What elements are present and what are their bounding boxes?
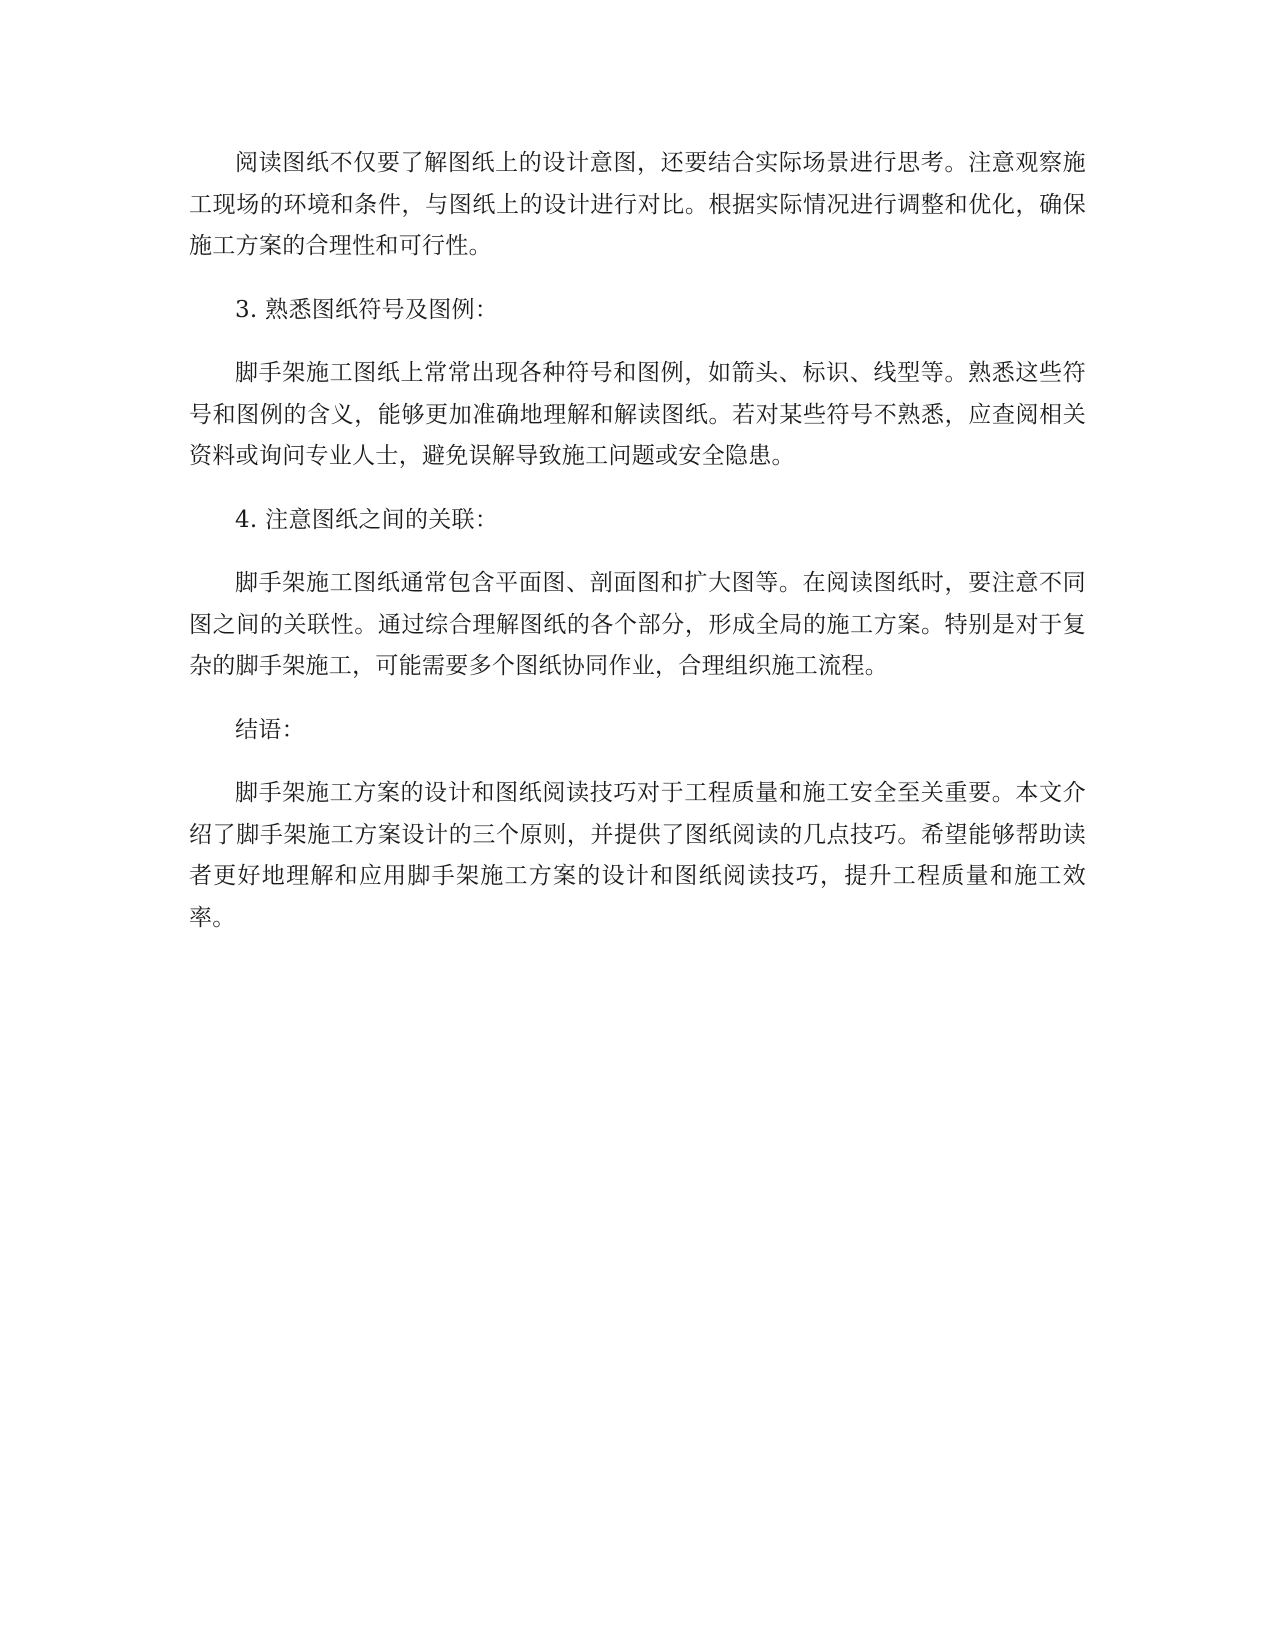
heading-symbols-legend: 3. 熟悉图纸符号及图例： [235, 296, 499, 323]
paragraph-drawing-reading-context: 阅读图纸不仅要了解图纸上的设计意图，还要结合实际场景进行思考。注意观察施工现场的环境和条件，与图纸上的设计进行对比。根据实际情况进行调整和优化，确保施工方案的合理性和可行性。 [189, 150, 1086, 259]
heading-conclusion: 结语： [235, 716, 305, 743]
document-body [189, 143, 1086, 961]
paragraph-symbols-legend: 脚手架施工图纸上常常出现各种符号和图例，如箭头、标识、线型等。熟悉这些符号和图例的含义，能够更加准确地理解和解读图纸。若对某些符号不熟悉，应查阅相关资料或询问专业人士，避免误解导致施工问题或安全隐患。 [189, 360, 1086, 469]
heading-drawing-relations: 4. 注意图纸之间的关联： [235, 506, 499, 533]
paragraph-conclusion: 脚手架施工方案的设计和图纸阅读技巧对于工程质量和施工安全至关重要。本文介绍了脚手架施工方案设计的三个原则，并提供了图纸阅读的几点技巧。希望能够帮助读者更好地理解和应用脚手架施工方案的设计和图纸阅读技巧，提升工程质量和施工效率。 [189, 780, 1086, 931]
paragraph-drawing-relations: 脚手架施工图纸通常包含平面图、剖面图和扩大图等。在阅读图纸时，要注意不同图之间的关联性。通过综合理解图纸的各个部分，形成全局的施工方案。特别是对于复杂的脚手架施工，可能需要多个图纸协同作业，合理组织施工流程。 [189, 570, 1086, 679]
